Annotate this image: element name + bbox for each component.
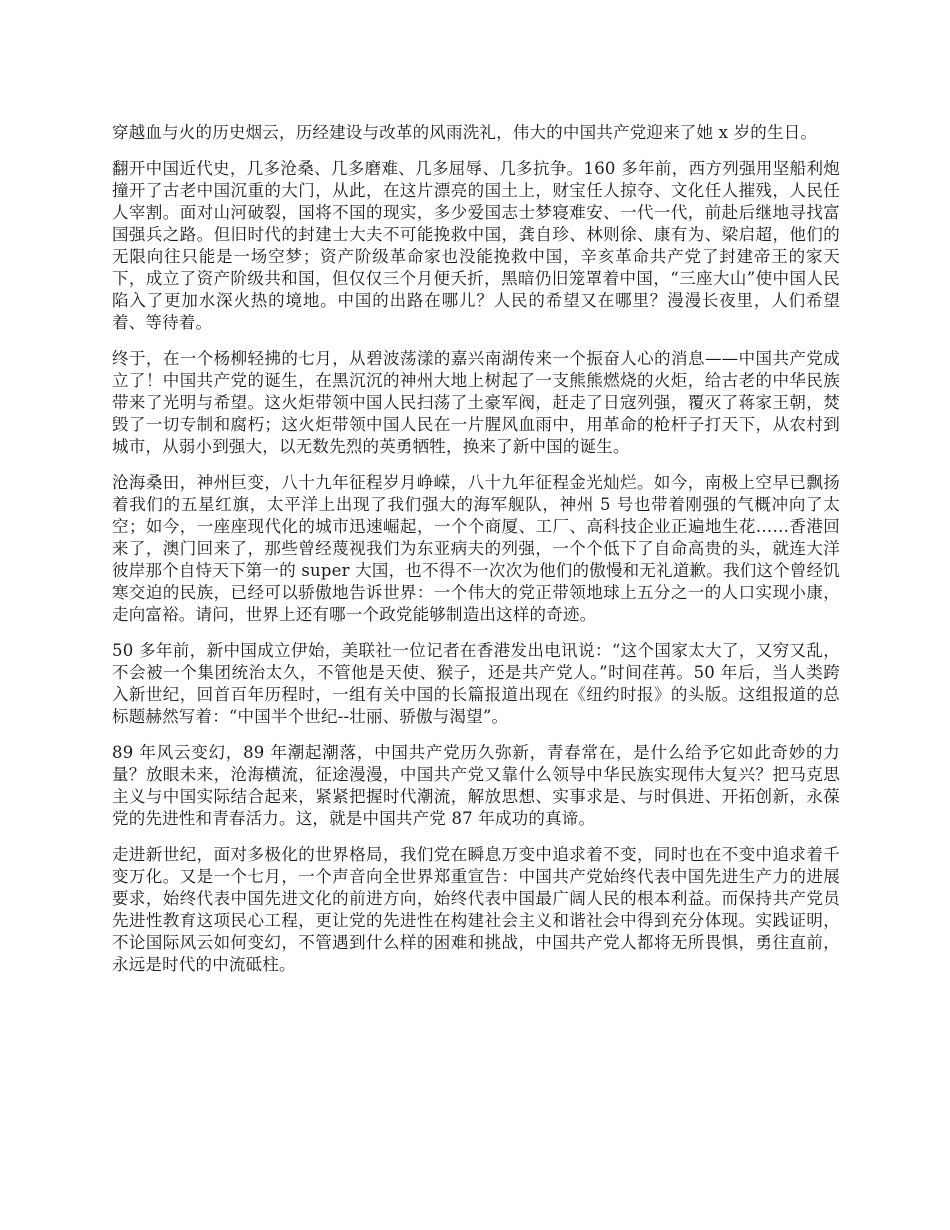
- document-body: [112, 122, 840, 990]
- paragraph-3: 终于，在一个杨柳轻拂的七月，从碧波荡漾的嘉兴南湖传来一个振奋人心的消息——中国共产党成立了！中国共产党的诞生，在黑沉沉的神州大地上树起了一支熊熊燃烧的火炬，给古老的中华民族带来了光明与希望。这火炬带领中国人民扫荡了土豪军阀，赶走了日寇列强，覆灭了蒋家王朝，焚毁了一切专制和腐朽；这火炬带领中国人民在一片腥风血雨中，用革命的枪杆子打天下，从农村到城市，从弱小到强大，以无数先烈的英勇牺牲，换来了新中国的诞生。: [112, 349, 840, 456]
- paragraph-6: 89 年风云变幻，89 年潮起潮落，中国共产党历久弥新，青春常在，是什么给予它如此奇妙的力量？放眼未来，沧海横流，征途漫漫，中国共产党又靠什么领导中华民族实现伟大复兴？把马克思主义与中国实际结合起来，紧紧把握时代潮流，解放思想、实事求是、与时俱进、开拓创新，永葆党的先进性和青春活力。这，就是中国共产党 87 年成功的真谛。: [112, 743, 840, 828]
- paragraph-7: 走进新世纪，面对多极化的世界格局，我们党在瞬息万变中追求着不变，同时也在不变中追求着千变万化。又是一个七月，一个声音向全世界郑重宣告：中国共产党始终代表中国先进生产力的进展要求，始终代表中国先进文化的前进方向，始终代表中国最广阔人民的根本利益。而保持共产党员先进性教育这项民心工程，更让党的先进性在构建社会主义和谐社会中得到充分体现。实践证明，不论国际风云如何变幻，不管遇到什么样的困难和挑战，中国共产党人都将无所畏惧，勇往直前，永远是时代的中流砥柱。: [112, 845, 840, 974]
- paragraph-5: 50 多年前，新中国成立伊始，美联社一位记者在香港发出电讯说：“这个国家太大了，又穷又乱，不会被一个集团统治太久，不管他是天使、猴子，还是共产党人。”时间荏苒。50 年后，当人类跨入新世纪，回首百年历程时，一组有关中国的长篇报道出现在《纽约时报》的头版。这组报道的总标题赫然写着：“中国半个世纪--壮丽、骄傲与渴望”。: [112, 641, 840, 726]
- paragraph-4: 沧海桑田，神州巨变，八十九年征程岁月峥嵘，八十九年征程金光灿烂。如今，南极上空早已飘扬着我们的五星红旗，太平洋上出现了我们强大的海军舰队，神州 5 号也带着刚强的气概冲向了太空；如今，一座座现代化的城市迅速崛起，一个个商厦、工厂、高科技企业正遍地生花……香港回来了，澳门回来了，那些曾经蔑视我们为东亚病夫的列强，一个个低下了自命高贵的头，就连大洋彼岸那个自恃天下第一的 super 大国，也不得不一次次为他们的傲慢和无礼道歉。我们这个曾经饥寒交迫的民族，已经可以骄傲地告诉世界：一个伟大的党正带领地球上五分之一的人口实现小康，走向富裕。请问，世界上还有哪一个政党能够制造出这样的奇迹。: [112, 473, 840, 624]
- paragraph-1: 穿越血与火的历史烟云，历经建设与改革的风雨洗礼，伟大的中国共产党迎来了她 x 岁的生日。: [112, 123, 818, 142]
- paragraph-2: 翻开中国近代史，几多沧桑、几多磨难、几多屈辱、几多抗争。160 多年前，西方列强用坚船利炮撞开了古老中国沉重的大门，从此，在这片漂亮的国土上，财宝任人掠夺、文化任人摧残，人民任人宰割。面对山河破裂，国将不国的现实，多少爱国志士梦寝难安、一代一代，前赴后继地寻找富国强兵之路。但旧时代的封建士大夫不可能挽救中国，龚自珍、林则徐、康有为、梁启超，他们的无限向往只能是一场空梦；资产阶级革命家也没能挽救中国，辛亥革命共产党了封建帝王的家天下，成立了资产阶级共和国，但仅仅三个月便夭折，黑暗仍旧笼罩着中国，“三座大山”使中国人民陷入了更加水深火热的境地。中国的出路在哪儿？人民的希望又在哪里？漫漫长夜里，人们希望着、等待着。: [112, 159, 840, 332]
